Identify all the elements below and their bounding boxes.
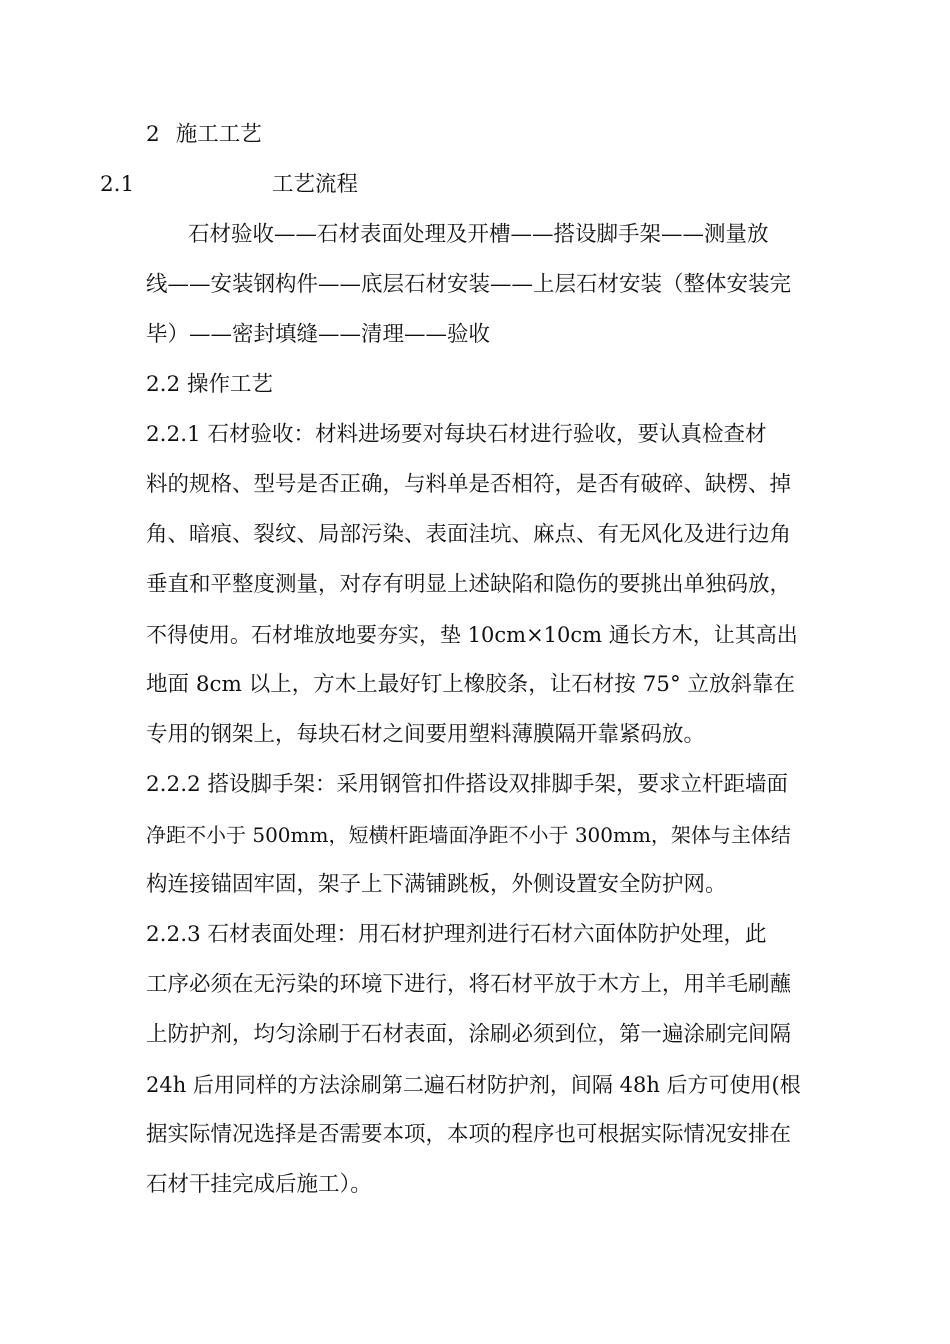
flow-line-2: 线——安装钢构件——底层石材安装——上层石材安装（整体安装完 [146,272,792,297]
subsection-2-1-heading [100,170,134,200]
item-2-2-1-line: 不得使用。石材堆放地要夯实，垫 10cm×10cm 通长方木，让其高出 [146,623,798,647]
subsection-2-1-number: 2.1 [100,172,135,197]
item-2-2-3-line: 据实际情况选择是否需要本项，本项的程序也可根据实际情况安排在 [146,1122,792,1147]
subsection-2-2-heading: 2.2 操作工艺 [146,372,274,397]
item-2-2-3-line: 工序必须在无污染的环境下进行，将石材平放于木方上，用羊毛刷蘸 [146,972,792,997]
section-title: 施工工艺 [175,122,262,147]
item-2-2-1-line: 2.2.1 石材验收：材料进场要对每块石材进行验收，要认真检查材 [146,422,767,447]
section-heading [146,120,262,150]
flow-line-1: 石材验收——石材表面处理及开槽——搭设脚手架——测量放 [188,222,769,247]
section-number: 2 [146,122,160,147]
flow-line-3: 毕）——密封填缝——清理——验收 [146,322,491,347]
item-2-2-3-line: 24h 后用同样的方法涂刷第二遍石材防护剂，间隔 48h 后方可使用(根 [146,1073,801,1097]
item-2-2-1-line: 垂直和平整度测量，对存有明显上述缺陷和隐伤的要挑出单独码放， [146,572,792,597]
subsection-2-1-title: 工艺流程 [272,172,359,197]
item-2-2-1-line: 角、暗痕、裂纹、局部污染、表面洼坑、麻点、有无风化及进行边角 [146,522,792,547]
item-2-2-3-line: 石材干挂完成后施工）。 [146,1172,372,1197]
item-2-2-2-line: 净距不小于 500mm，短横杆距墙面净距不小于 300mm，架体与主体结 [146,823,791,847]
item-2-2-3-line: 2.2.3 石材表面处理：用石材护理剂进行石材六面体防护处理，此 [146,922,767,947]
item-2-2-1-line: 专用的钢架上，每块石材之间要用塑料薄膜隔开靠紧码放。 [146,722,706,747]
item-2-2-3-line: 上防护剂，均匀涂刷于石材表面，涂刷必须到位，第一遍涂刷完间隔 [146,1022,792,1047]
item-2-2-1-line: 地面 8cm 以上，方木上最好钉上橡胶条，让石材按 75° 立放斜靠在 [146,672,796,697]
item-2-2-1-line: 料的规格、型号是否正确，与料单是否相符，是否有破碎、缺楞、掉 [146,472,792,497]
item-2-2-2-line: 2.2.2 搭设脚手架：采用钢管扣件搭设双排脚手架，要求立杆距墙面 [146,772,789,797]
item-2-2-2-line: 构连接锚固牢固，架子上下满铺跳板，外侧设置安全防护网。 [146,872,727,897]
